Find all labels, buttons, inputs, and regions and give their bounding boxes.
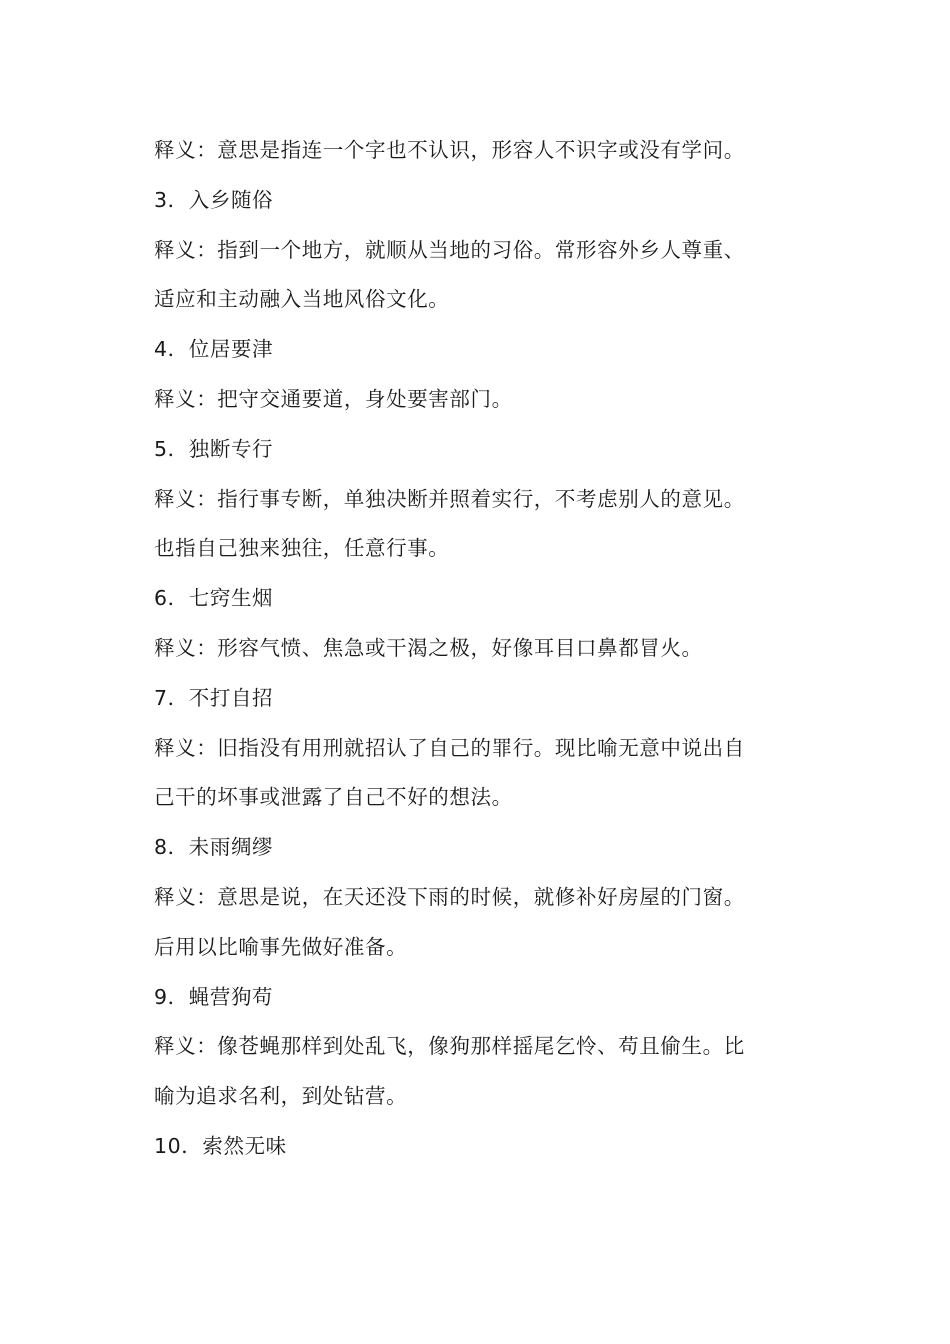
idiom-heading: 4．位居要津 [154,337,274,362]
definition-line: 己干的坏事或泄露了自己不好的想法。 [154,785,513,810]
definition-line: 后用以比喻事先做好准备。 [154,934,408,959]
definition-line: 释义：意思是说，在天还没下雨的时候，就修补好房屋的门窗。 [154,884,745,909]
idiom-heading: 10．索然无味 [154,1133,287,1158]
definition-line: 喻为追求名利，到处钻营。 [154,1084,408,1109]
definition-line: 释义：像苍蝇那样到处乱飞，像狗那样摇尾乞怜、苟且偷生。比 [154,1034,745,1059]
idiom-heading: 9．蝇营狗苟 [154,984,274,1009]
definition-line: 释义：把守交通要道，身处要害部门。 [154,386,513,411]
idiom-heading: 3．入乡随俗 [154,187,274,212]
definition-line: 释义：形容气愤、焦急或干渴之极，好像耳目口鼻都冒火。 [154,635,703,660]
definition-line: 适应和主动融入当地风俗文化。 [154,287,450,312]
idiom-list [154,126,804,1172]
definition-line: 释义：指到一个地方，就顺从当地的习俗。常形容外乡人尊重、 [154,237,745,262]
idiom-heading: 8．未雨绸缪 [154,835,274,860]
definition-line: 释义：旧指没有用刑就招认了自己的罪行。现比喻无意中说出自 [154,735,745,760]
idiom-heading: 7．不打自招 [154,685,274,710]
definition-line: 释义：意思是指连一个字也不认识，形容人不识字或没有学问。 [154,138,745,162]
idiom-heading: 6．七窍生烟 [154,586,274,611]
definition-line: 也指自己独来独往，任意行事。 [154,536,450,561]
idiom-heading: 5．独断专行 [154,436,274,461]
definition-line: 释义：指行事专断，单独决断并照着实行，不考虑别人的意见。 [154,486,745,511]
